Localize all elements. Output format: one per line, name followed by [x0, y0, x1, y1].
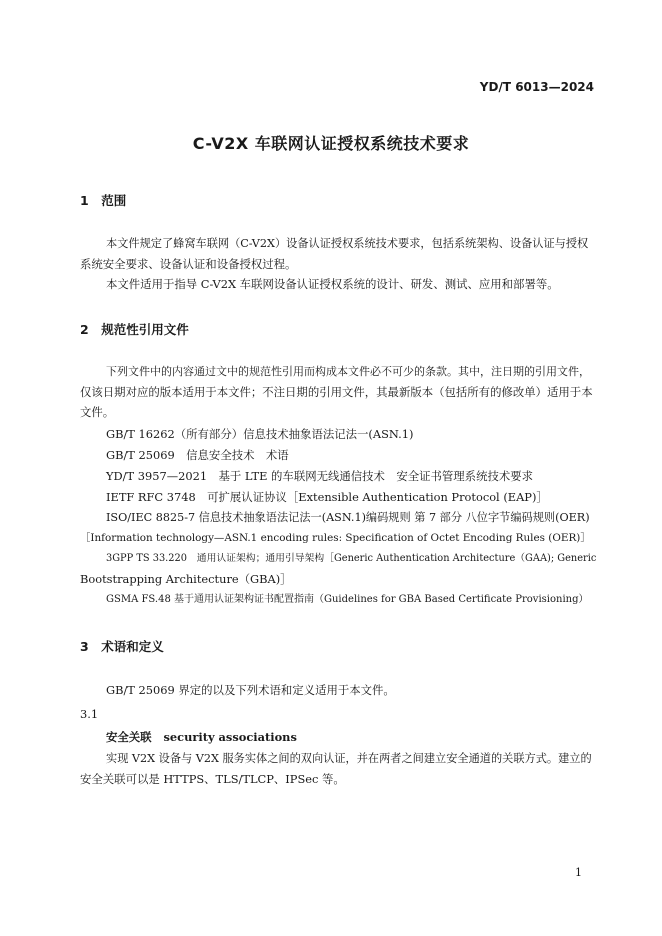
reference-iso-iec-8825-7-line-1: ISO/IEC 8825-7 信息技术抽象语法记法一(ASN.1)编码规则 第 7 部分 八位字节编码规则(OER) — [106, 511, 590, 524]
reference-iso-iec-8825-7-line-2: ［Information technology—ASN.1 encoding rules: Specification of Octet Encoding Rules (OER)］ — [80, 532, 591, 544]
section-2-heading: 2 规范性引用文件 — [80, 322, 189, 337]
section-3-intro: GB/T 25069 界定的以及下列术语和定义适用于本文件。 — [106, 683, 395, 697]
section-1-para-2: 本文件适用于指导 C-V2X 车联网设备认证授权系统的设计、研发、测试、应用和部署等。 — [106, 277, 559, 291]
term-number: 3.1 — [80, 707, 99, 721]
section-2-intro-line-3: 文件。 — [80, 405, 115, 419]
term-entry — [106, 729, 297, 745]
reference-3gpp-ts-33220-line-2: Bootstrapping Architecture（GBA)］ — [80, 572, 292, 586]
section-2-intro-line-2: 仅该日期对应的版本适用于本文件；不注日期的引用文件，其最新版本（包括所有的修改单）适用于本 — [80, 385, 593, 399]
page-number: 1 — [575, 866, 582, 879]
reference-ydt-3957: YD/T 3957—2021 基于 LTE 的车联网无线通信技术 安全证书管理系统技术要求 — [106, 469, 534, 483]
reference-3gpp-ts-33220-line-1: 3GPP TS 33.220 通用认证架构；通用引导架构［Generic Authentication Architecture（GAA); Generic — [106, 553, 597, 564]
document-title: C-V2X 车联网认证授权系统技术要求 — [192, 134, 470, 153]
section-2-intro-line-1: 下列文件中的内容通过文中的规范性引用而构成本文件必不可少的条款。其中，注日期的引用文件， — [106, 365, 590, 378]
term-english: security associations — [163, 730, 297, 744]
section-1-para-1-line-2: 系统安全要求、设备认证和设备授权过程。 — [80, 257, 297, 271]
reference-gsma-fs48: GSMA FS.48 基于通用认证架构证书配置指南（Guidelines for GBA Based Certificate Provisioning） — [106, 594, 589, 605]
term-definition-line-1: 实现 V2X 设备与 V2X 服务实体之间的双向认证，并在两者之间建立安全通道的关联方式。建立的 — [106, 752, 592, 765]
term-definition-line-2: 安全关联可以是 HTTPS、TLS/TLCP、IPSec 等。 — [80, 772, 345, 786]
section-3-heading: 3 术语和定义 — [80, 639, 164, 654]
standard-number: YD/T 6013—2024 — [479, 80, 594, 94]
term-chinese: 安全关联 — [106, 730, 152, 744]
reference-ietf-rfc-3748: IETF RFC 3748 可扩展认证协议［Extensible Authentication Protocol (EAP)］ — [106, 490, 548, 504]
reference-gbt-25069: GB/T 25069 信息安全技术 术语 — [106, 448, 289, 462]
section-1-para-1-line-1: 本文件规定了蜂窝车联网（C-V2X）设备认证授权系统技术要求，包括系统架构、设备认证与授权 — [106, 237, 589, 250]
reference-gbt-16262: GB/T 16262（所有部分）信息技术抽象语法记法一(ASN.1) — [106, 427, 414, 441]
section-1-heading: 1 范围 — [80, 193, 127, 208]
